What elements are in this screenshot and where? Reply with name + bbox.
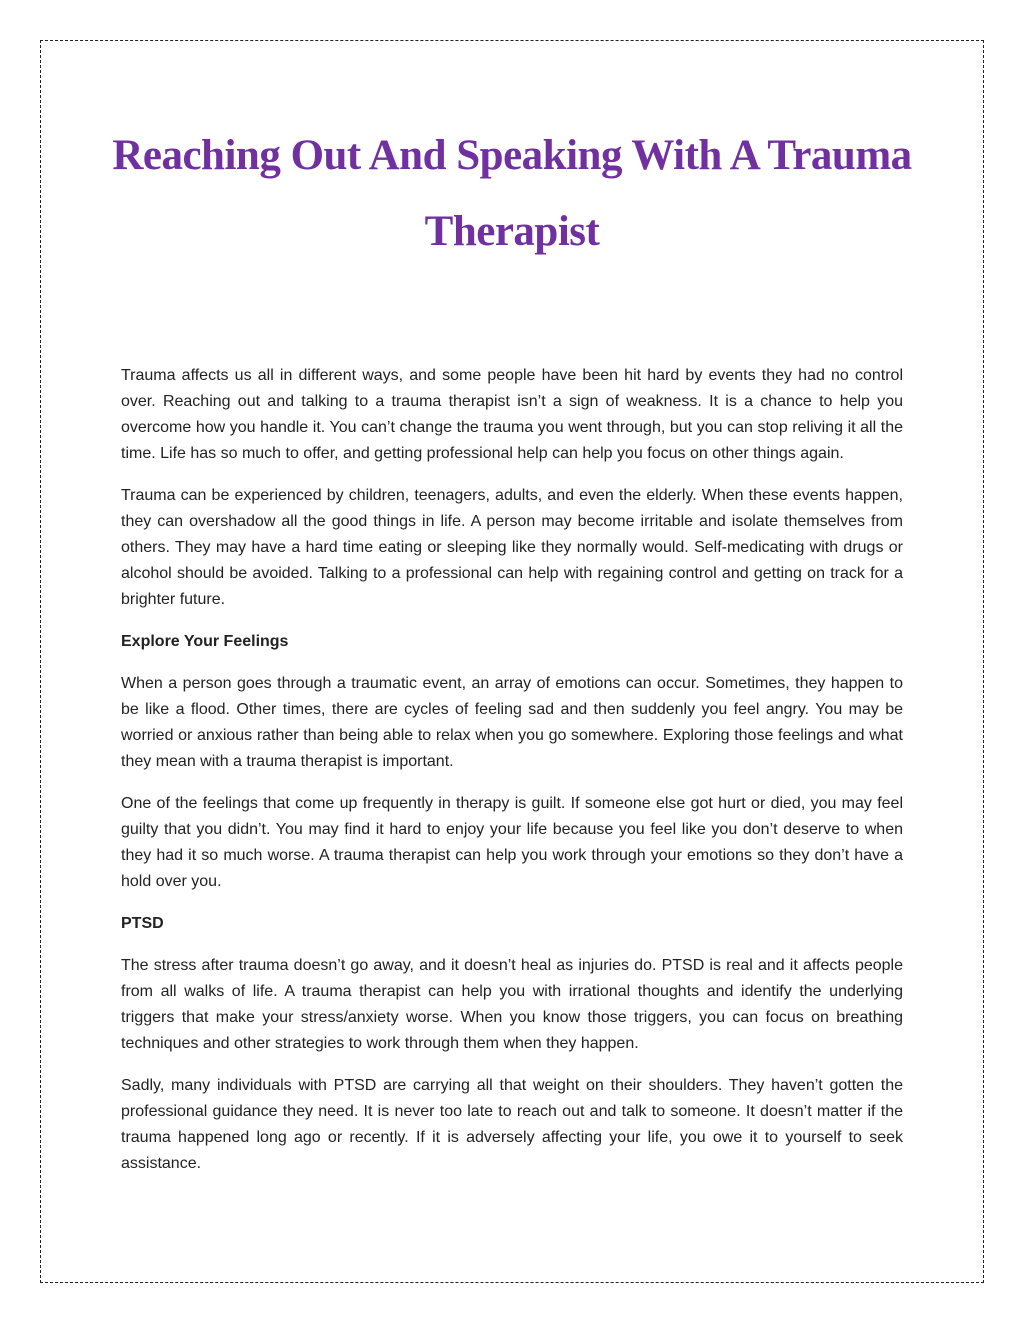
page-title: Reaching Out And Speaking With A Trauma Therapist [112,132,912,255]
paragraph-who-is-affected: Trauma can be experienced by children, teenagers, adults, and even the elderly. When these events happen, they can overshadow all the good things in life. A person may become irritable and isolate themselves from others. They may have a hard time eating or sleeping like they normally would. Self-medicating with drugs or alcohol should be avoided. Talking to a professional can help with regaining control and getting on track for a brighter future. [121,487,903,608]
paragraph-seek-assistance: Sadly, many individuals with PTSD are carrying all that weight on their shoulders. They haven’t gotten the professional guidance they need. It is never too late to reach out and talk to someone. It doesn’t matter if the trauma happened long ago or recently. If it is adversely affecting your life, you owe it to yourself to seek assistance. [121,1077,903,1172]
section-heading-ptsd: PTSD [121,915,164,932]
article-body [121,363,903,1193]
paragraph-ptsd-stress: The stress after trauma doesn’t go away, and it doesn’t heal as injuries do. PTSD is real and it affects people from all walks of life. A trauma therapist can help you with irrational thoughts and identify the underlying triggers that make your stress/anxiety worse. When you know those triggers, you can focus on breathing techniques and other strategies to work through them when they happen. [121,957,903,1052]
paragraph-guilt: One of the feelings that come up frequently in therapy is guilt. If someone else got hurt or died, you may feel guilty that you didn’t. You may find it hard to enjoy your life because you feel like you don’t deserve to when they had it so much worse. A trauma therapist can help you work through your emotions so they don’t have a hold over you. [121,795,903,890]
paragraph-intro: Trauma affects us all in different ways, and some people have been hit hard by events they had no control over. Reaching out and talking to a trauma therapist isn’t a sign of weakness. It is a chance to help you overcome how you handle it. You can’t change the trauma you went through, but you can stop reliving it all the time. Life has so much to offer, and getting professional help can help you focus on other things again. [121,367,903,462]
paragraph-emotions: When a person goes through a traumatic event, an array of emotions can occur. Sometimes, they happen to be like a flood. Other times, there are cycles of feeling sad and then suddenly you feel angry. You may be worried or anxious rather than being able to relax when you go somewhere. Exploring those feelings and what they mean with a trauma therapist is important. [121,675,903,770]
section-heading-explore-feelings: Explore Your Feelings [121,633,289,650]
